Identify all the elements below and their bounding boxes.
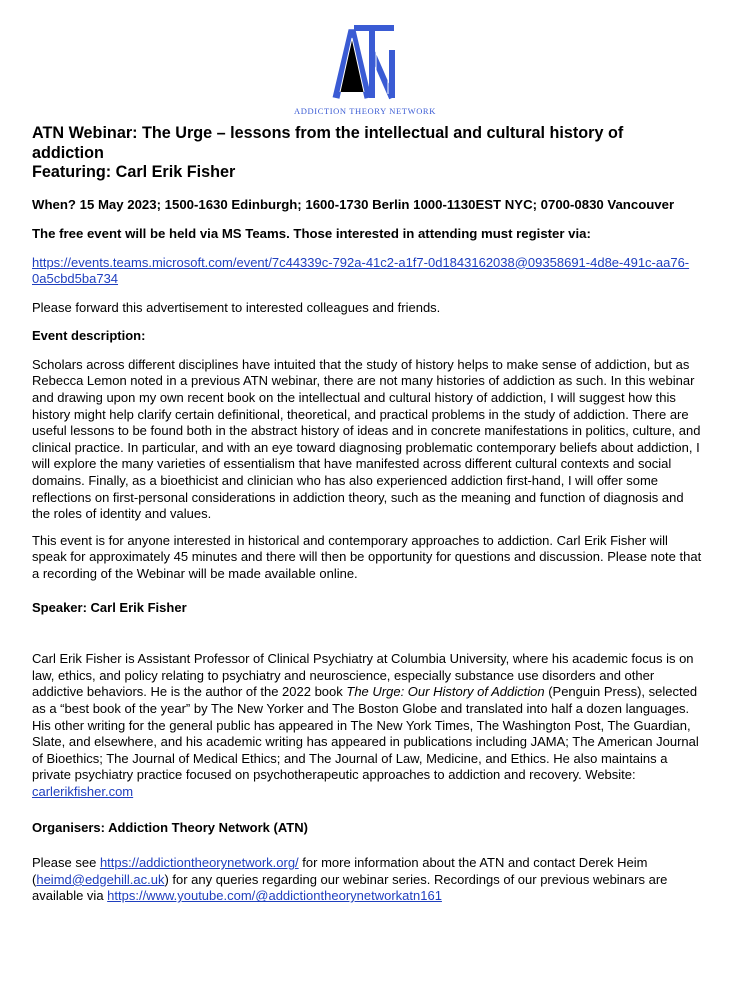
event-description-heading: Event description: xyxy=(32,328,146,344)
event-description-paragraph-2: This event is for anyone interested in historical and contemporary approaches to addiction. Carl Erik Fisher will speak for approximately 45 minutes and there will then be opportunity for questions and discussion. Please note that a recording of the Webinar will be made available online. xyxy=(32,532,702,581)
organisers-text xyxy=(32,855,702,905)
organisers-heading: Organisers: Addiction Theory Network (ATN) xyxy=(32,819,308,835)
teams-registration-link[interactable]: https://events.teams.microsoft.com/event/7c44339c-792a-41c2-a1f7-0d1843162038@09358691-4d8e-491c-aa76-0a5cbd5ba734 xyxy=(32,254,690,287)
document-body xyxy=(32,124,702,905)
speaker-website-link[interactable]: carlerikfisher.com xyxy=(32,783,134,799)
forward-note: Please forward this advertisement to interested colleagues and friends. xyxy=(32,299,441,315)
speaker-bio-part-2: (Penguin Press), selected as a “best book of the year” by The New Yorker and The Boston Globe and translated into half a dozen languages. His other writing for the general public has appeared in The New York Times, The Washington Post, The Guardian, Slate, and elsewhere, and his academic writing has appeared in publications including JAMA; The American Journal of Bioethics; The Journal of Medical Ethics; and The Journal of Law, Medicine, and Ethics. He also maintains a private psychiatry practice focused on psychotherapeutic approaches to addiction and recovery. Website: xyxy=(32,684,699,783)
organisers-text-part-1: Please see xyxy=(32,855,100,871)
atn-logo-icon xyxy=(332,22,398,102)
title-line-3: Featuring: Carl Erik Fisher xyxy=(32,163,236,181)
event-when: When? 15 May 2023; 1500-1630 Edinburgh; 1600-1730 Berlin 1000-1130EST NYC; 0700-0830 Vancouver xyxy=(32,196,675,212)
register-instructions: The free event will be held via MS Teams. Those interested in attending must register via: xyxy=(32,226,591,241)
speaker-bio xyxy=(32,651,702,800)
organisers-text-part-2: for more information about the ATN and contact Derek Heim ( xyxy=(32,855,648,887)
youtube-channel-link[interactable]: https://www.youtube.com/@addictiontheorynetworkatn161 xyxy=(107,888,442,904)
organisers-text-part-3: ) for any queries regarding our webinar series. Recordings of our previous webinars are available via xyxy=(32,871,668,904)
contact-email-link[interactable]: heimd@edgehill.ac.uk xyxy=(36,871,165,887)
logo-org-name: ADDICTION THEORY NETWORK xyxy=(294,106,436,116)
title-line-1: ATN Webinar: The Urge – lessons from the intellectual and cultural history of xyxy=(32,124,624,142)
speaker-bio-part-1: Carl Erik Fisher is Assistant Professor of Clinical Psychiatry at Columbia University, where his academic focus is on law, ethics, and policy relating to psychiatry and neuroscience, especially substance use disorders and other addictive behaviors. He is the author of the 2022 book xyxy=(32,651,694,700)
atn-logo xyxy=(280,22,450,116)
atn-website-link[interactable]: https://addictiontheorynetwork.org/ xyxy=(99,855,299,871)
page-title xyxy=(32,124,702,183)
speaker-heading: Speaker: Carl Erik Fisher xyxy=(32,599,187,615)
event-description-paragraph-1: Scholars across different disciplines have intuited that the study of history helps to make sense of addiction, but as Rebecca Lemon noted in a previous ATN webinar, there are not many histories of addiction as such. In this webinar and drawing upon my own recent book on the intellectual and cultural history of addiction, I will suggest how this history might help clarify certain definitional, theoretical, and practical problems in the study of addiction. There are useful lessons to be found both in the abstract history of ideas and in concrete manifestations in politics, culture, and clinical practice. In particular, and with an eye toward diagnosing problematic contemporary beliefs about addiction, I will explore the many varieties of essentialism that have manifested across different cultural contexts and social domains. Finally, as a bioethicist and clinician who has also experienced addiction first-hand, I will offer some reflections on first-personal considerations in addiction theory, such as the meaning and function of diagnosis and the roles of identity and values. xyxy=(32,356,701,522)
speaker-book-title: The Urge: Our History of Addiction xyxy=(346,684,545,700)
title-line-2: addiction xyxy=(32,143,104,162)
